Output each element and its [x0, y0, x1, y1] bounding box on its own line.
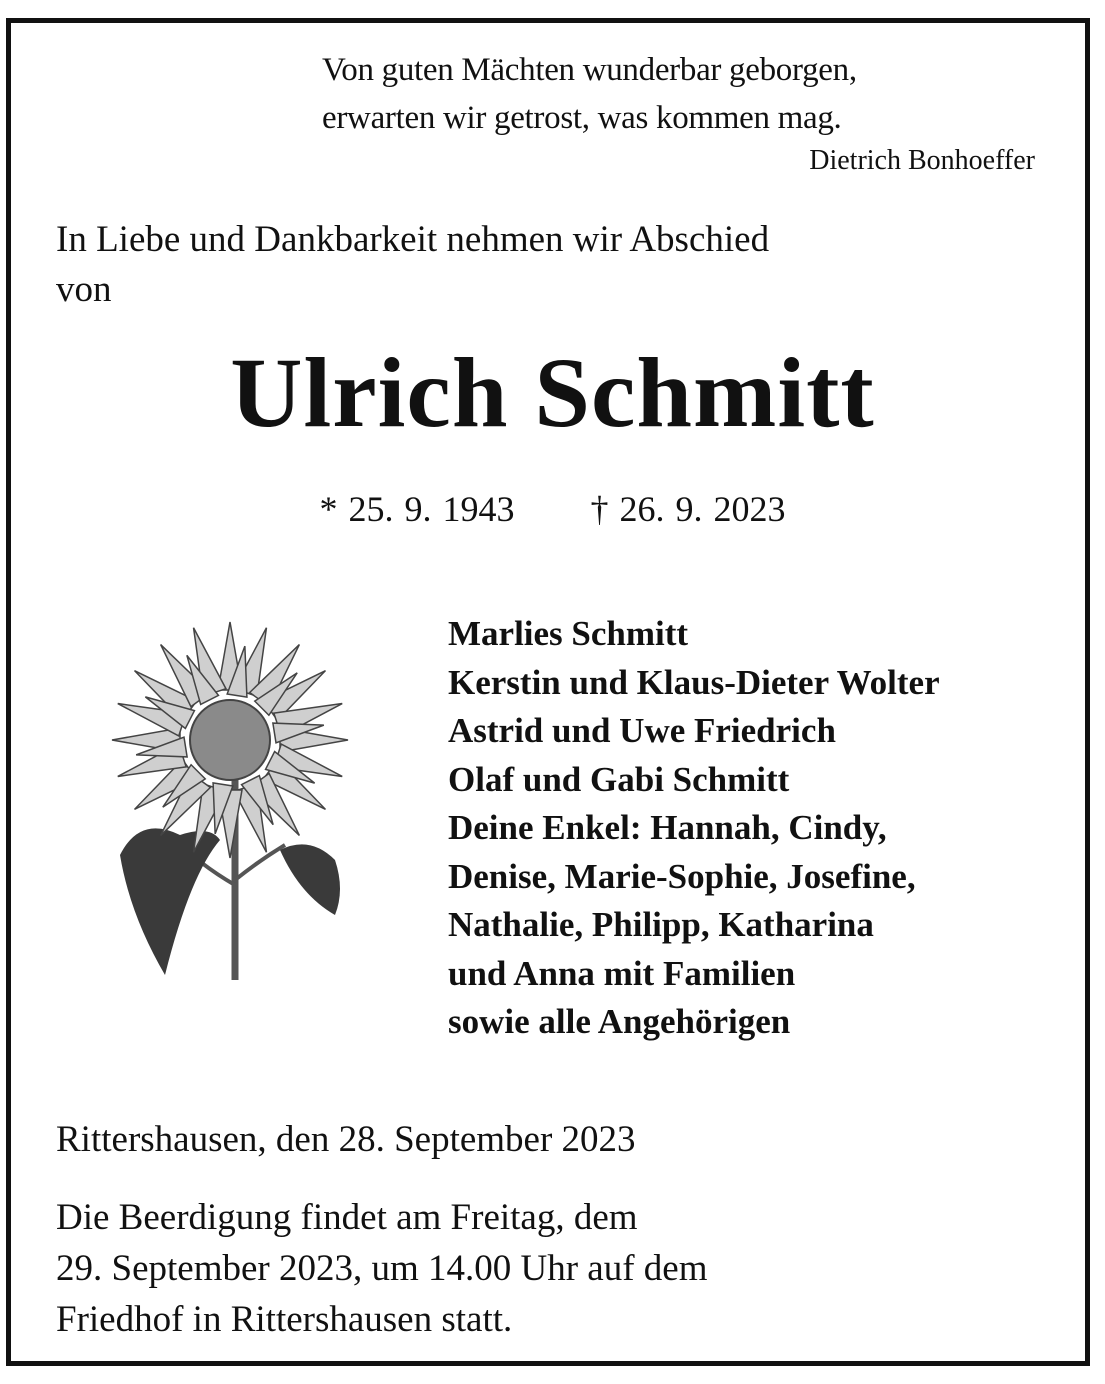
burial-line: Friedhof in Rittershausen statt. [56, 1299, 513, 1340]
mourner-line: Astrid und Uwe Friedrich [448, 711, 836, 750]
burial-line: 29. September 2023, um 14.00 Uhr auf dem [56, 1248, 708, 1289]
life-dates [0, 488, 1105, 530]
mourner-line: Nathalie, Philipp, Katharina [448, 905, 874, 944]
intro-line: von [56, 269, 112, 310]
burial-line: Die Beerdigung findet am Freitag, dem [56, 1197, 638, 1238]
mourner-line: Denise, Marie-Sophie, Josefine, [448, 856, 916, 896]
mourner-line: Kerstin und Klaus-Dieter Wolter [448, 662, 940, 702]
mourner-line: Deine Enkel: Hannah, Cindy, [448, 808, 887, 847]
mourner-line: und Anna mit Familien [448, 953, 796, 993]
mourners-list [448, 610, 940, 1047]
intro-text [56, 215, 769, 315]
birth-date: 25. 9. 1943 [348, 489, 515, 529]
mourner-line: sowie alle Angehörigen [448, 1002, 791, 1041]
quote-block [322, 46, 857, 142]
place-date: Rittershausen, den 28. September 2023 [56, 1119, 636, 1160]
quote-author: Dietrich Bonhoeffer [809, 145, 1035, 176]
deceased-name: Ulrich Schmitt [230, 337, 875, 448]
intro-line: In Liebe und Dankbarkeit nehmen wir Abschied [56, 219, 770, 260]
sunflower-icon [110, 615, 350, 985]
burial-info [56, 1192, 708, 1345]
quote-line: Von guten Mächten wunderbar geborgen, [322, 52, 857, 88]
cross-icon: † [590, 489, 609, 529]
mourner-line: Olaf und Gabi Schmitt [448, 759, 790, 799]
birth-symbol: * [319, 489, 338, 529]
quote-line: erwarten wir getrost, was kommen mag. [322, 100, 842, 136]
death-date: 26. 9. 2023 [619, 489, 786, 529]
mourner-line: Marlies Schmitt [448, 614, 689, 653]
